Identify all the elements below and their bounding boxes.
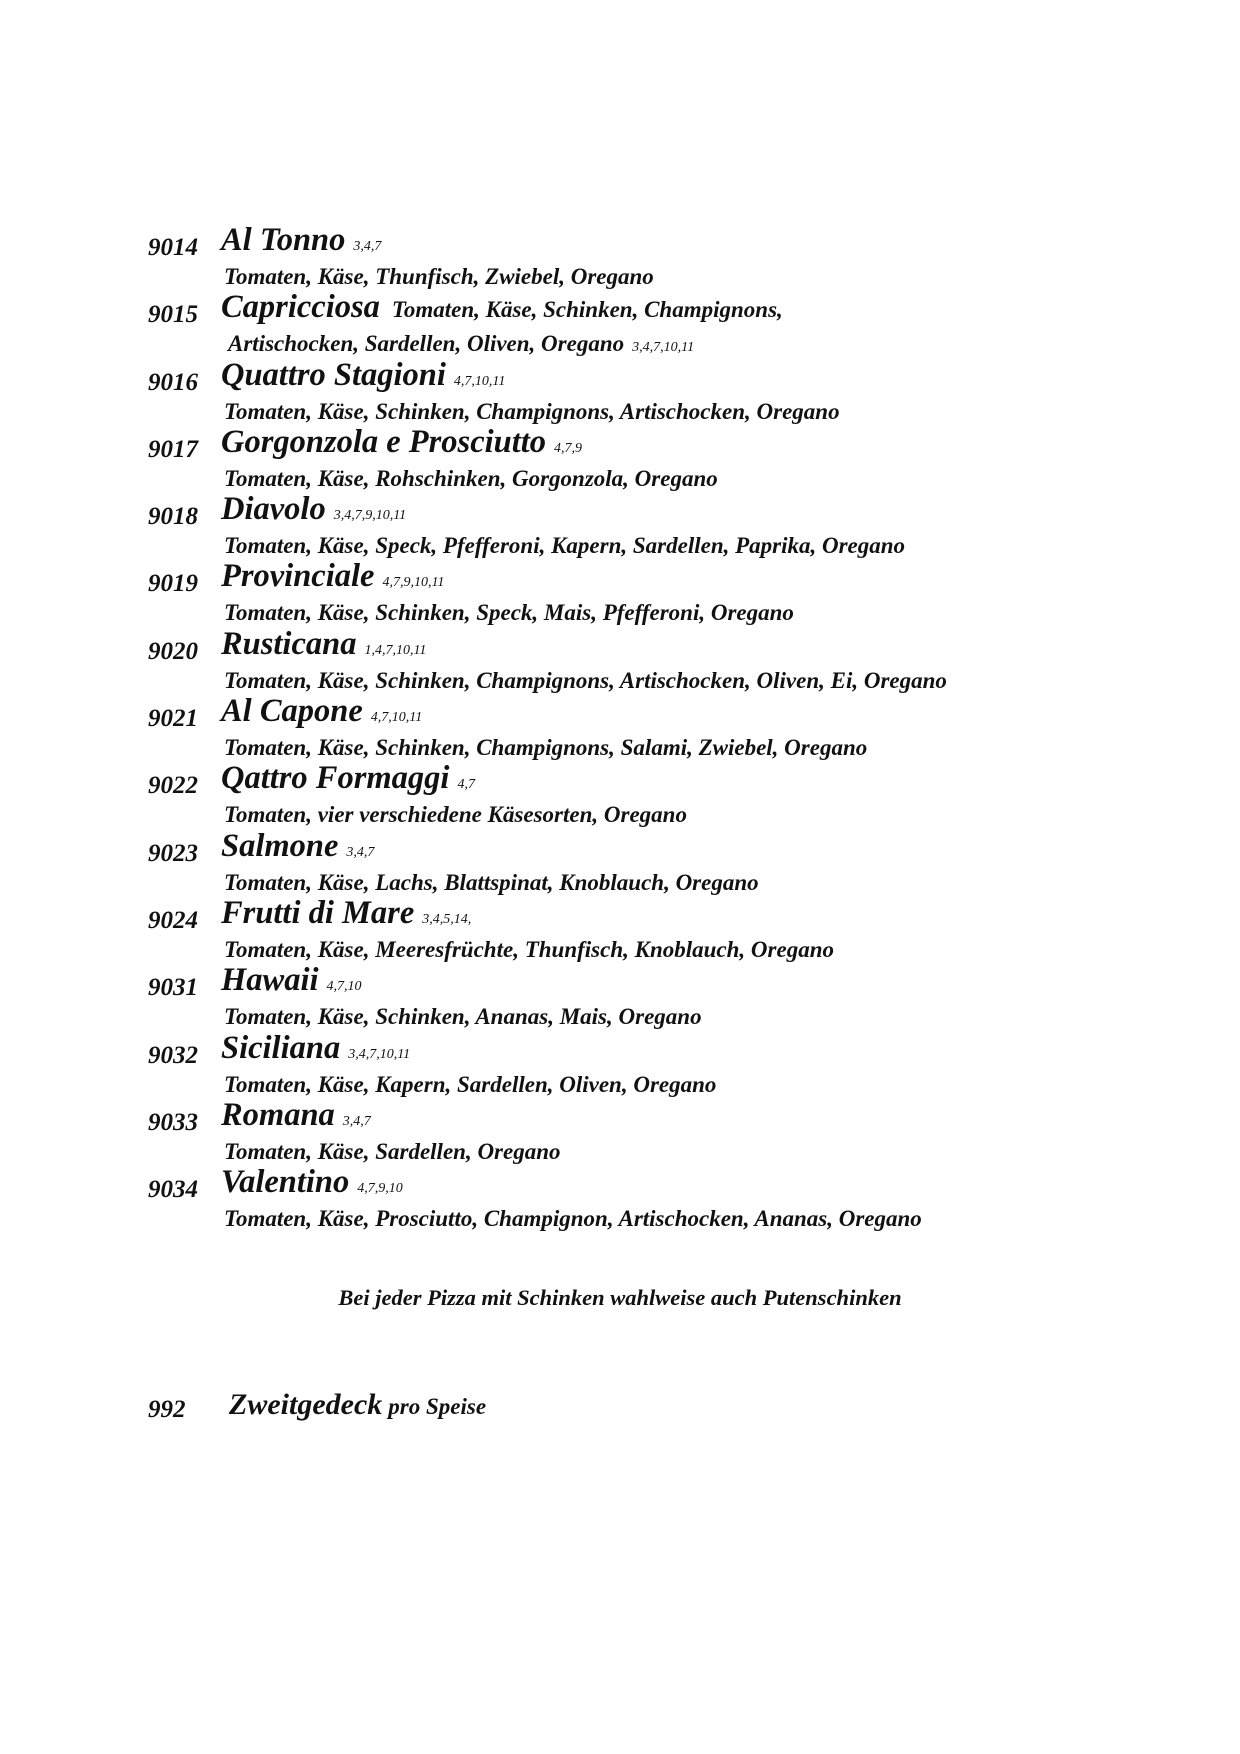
item-name: Salmone — [221, 827, 339, 864]
menu-item-9023 — [0, 828, 1240, 895]
item-ingredients: Tomaten, Käse, Schinken, Speck, Mais, Pfefferoni, Oregano — [224, 600, 794, 626]
item-number: 9024 — [148, 906, 198, 934]
item-ingredients: Tomaten, Käse, Rohschinken, Gorgonzola, Oregano — [224, 465, 718, 491]
item-ingredients: Tomaten, Käse, Schinken, Ananas, Mais, Oregano — [224, 1004, 702, 1030]
item-allergen-codes: 3,4,7,10,11 — [348, 1046, 411, 1062]
item-name: Qattro Formaggi — [221, 760, 450, 797]
item-name: Quattro Stagioni — [221, 356, 446, 393]
item-allergen-codes: 4,7,10,11 — [453, 373, 506, 389]
item-ingredients: Tomaten, Käse, Lachs, Blattspinat, Knoblauch, Oregano — [224, 869, 759, 895]
menu-item-9032 — [0, 1030, 1240, 1097]
item-number: 9033 — [148, 1108, 198, 1136]
item-name-line — [221, 760, 479, 797]
item-number: 9023 — [148, 839, 198, 867]
item-ingredients: Artischocken, Sardellen, Oliven, Oregano — [228, 331, 625, 357]
item-ingredients: Tomaten, Käse, Sardellen, Oregano — [224, 1138, 561, 1164]
item-name: Capricciosa — [221, 289, 380, 326]
item-name: Gorgonzola e Prosciutto — [221, 423, 547, 460]
item-ingredients: Tomaten, Käse, Speck, Pfefferoni, Kapern, Sardellen, Paprika, Oregano — [224, 533, 906, 559]
item-number: 9019 — [148, 570, 198, 598]
item-name-line — [221, 424, 586, 461]
item-name: Valentino — [221, 1164, 350, 1201]
item-ingredients: Tomaten, vier verschiedene Käsesorten, Oregano — [224, 802, 687, 828]
menu-item-9016 — [0, 357, 1240, 424]
item-name: Al Tonno — [221, 222, 346, 258]
item-allergen-codes: 4,7,9,10,11 — [382, 575, 445, 591]
item-description — [224, 1004, 710, 1030]
item-name-line — [221, 1097, 375, 1134]
item-description — [224, 600, 802, 626]
item-name-line — [221, 626, 430, 663]
item-description — [224, 399, 848, 425]
menu-item-9018 — [0, 491, 1240, 558]
item-description — [224, 466, 726, 492]
item-allergen-codes: 3,4,7 — [353, 239, 382, 254]
item-number: 9021 — [148, 705, 198, 733]
item-ingredients: Tomaten, Käse, Thunfisch, Zwiebel, Oregano — [224, 264, 654, 289]
item-name-line — [221, 491, 410, 528]
item-name: Al Capone — [221, 693, 363, 730]
item-name: Frutti di Mare — [221, 894, 415, 931]
item-name-line — [221, 895, 475, 932]
item-name-line — [221, 1164, 407, 1201]
cover-charge-name-line — [229, 1388, 486, 1422]
item-allergen-codes: 3,4,7 — [346, 844, 375, 860]
item-ingredients: Tomaten, Käse, Schinken, Champignons, Artischocken, Oliven, Ei, Oregano — [224, 667, 947, 693]
item-description — [224, 1139, 569, 1165]
item-allergen-codes: 3,4,5,14, — [422, 911, 472, 927]
item-allergen-codes: 4,7,10 — [326, 979, 362, 995]
item-number: 9034 — [148, 1176, 198, 1204]
item-number: 9020 — [148, 637, 198, 665]
item-name-line — [221, 1030, 414, 1067]
menu-item-9015 — [0, 289, 1240, 356]
item-number: 9014 — [148, 234, 198, 261]
menu-item-9024 — [0, 895, 1240, 962]
item-number: 9016 — [148, 368, 198, 396]
item-number: 9015 — [148, 301, 198, 329]
item-name-line — [221, 222, 385, 259]
item-name: Rusticana — [221, 625, 357, 662]
item-number: 9022 — [148, 772, 198, 800]
menu-item-9020 — [0, 626, 1240, 693]
item-description — [224, 1206, 930, 1232]
item-name-line — [221, 828, 378, 865]
menu-item-9031 — [0, 962, 1240, 1029]
item-description — [224, 668, 955, 694]
item-allergen-codes: 4,7,9,10 — [357, 1181, 403, 1197]
item-ingredients: Tomaten, Käse, Schinken, Champignons, Salami, Zwiebel, Oregano — [224, 735, 868, 761]
item-name-line — [221, 693, 426, 730]
item-number: 9018 — [148, 503, 198, 531]
item-description — [224, 533, 913, 559]
item-allergen-codes: 4,7,9 — [554, 440, 583, 456]
item-name: Siciliana — [221, 1029, 341, 1066]
item-description — [224, 735, 875, 761]
item-number: 9017 — [148, 435, 198, 463]
cover-charge-suffix: pro Speise — [388, 1394, 487, 1419]
item-allergen-codes: 4,7 — [457, 777, 475, 793]
item-description — [224, 264, 662, 290]
menu-item-9014 — [0, 222, 1240, 289]
item-description-codes: 3,4,7,10,11 — [632, 340, 695, 356]
item-ingredients: Tomaten, Käse, Schinken, Champignons, Artischocken, Oregano — [224, 398, 840, 424]
menu-item-9017 — [0, 424, 1240, 491]
menu-item-9033 — [0, 1097, 1240, 1164]
menu-item-9034 — [0, 1164, 1240, 1231]
menu-item-9019 — [0, 558, 1240, 625]
item-ingredients: Tomaten, Käse, Meeresfrüchte, Thunfisch, Knoblauch, Oregano — [224, 936, 834, 962]
item-description — [224, 802, 695, 828]
item-ingredients: Tomaten, Käse, Kapern, Sardellen, Oliven, Oregano — [224, 1071, 717, 1097]
item-allergen-codes: 4,7,10,11 — [370, 710, 423, 726]
item-allergen-codes: 1,4,7,10,11 — [364, 642, 427, 658]
item-name: Diavolo — [221, 491, 326, 528]
menu-item-9021 — [0, 693, 1240, 760]
item-name: Hawaii — [221, 962, 319, 999]
item-description — [224, 1072, 724, 1098]
item-inline-description: Tomaten, Käse, Schinken, Champignons, — [391, 297, 783, 323]
item-description — [224, 937, 842, 963]
item-allergen-codes: 3,4,7,9,10,11 — [333, 508, 407, 524]
item-ingredients: Tomaten, Käse, Prosciutto, Champignon, Artischocken, Ananas, Oregano — [224, 1206, 922, 1232]
cover-charge-number: 992 — [148, 1396, 186, 1423]
item-name-line — [221, 962, 366, 999]
item-name-line — [221, 357, 509, 394]
item-number: 9031 — [148, 974, 198, 1002]
item-name: Provinciale — [221, 558, 375, 595]
item-name: Romana — [221, 1096, 335, 1133]
item-allergen-codes: 3,4,7 — [342, 1113, 371, 1129]
item-description — [228, 331, 694, 357]
cover-charge-name: Zweitgedeck — [229, 1388, 383, 1421]
menu-item-9022 — [0, 760, 1240, 827]
ham-substitution-note: Bei jeder Pizza mit Schinken wahlweise auch Putenschinken — [338, 1285, 902, 1310]
item-description — [224, 870, 767, 896]
item-name-line — [221, 289, 783, 326]
item-name-line — [221, 558, 448, 595]
pizza-menu-list — [0, 222, 1240, 1231]
item-number: 9032 — [148, 1041, 198, 1069]
